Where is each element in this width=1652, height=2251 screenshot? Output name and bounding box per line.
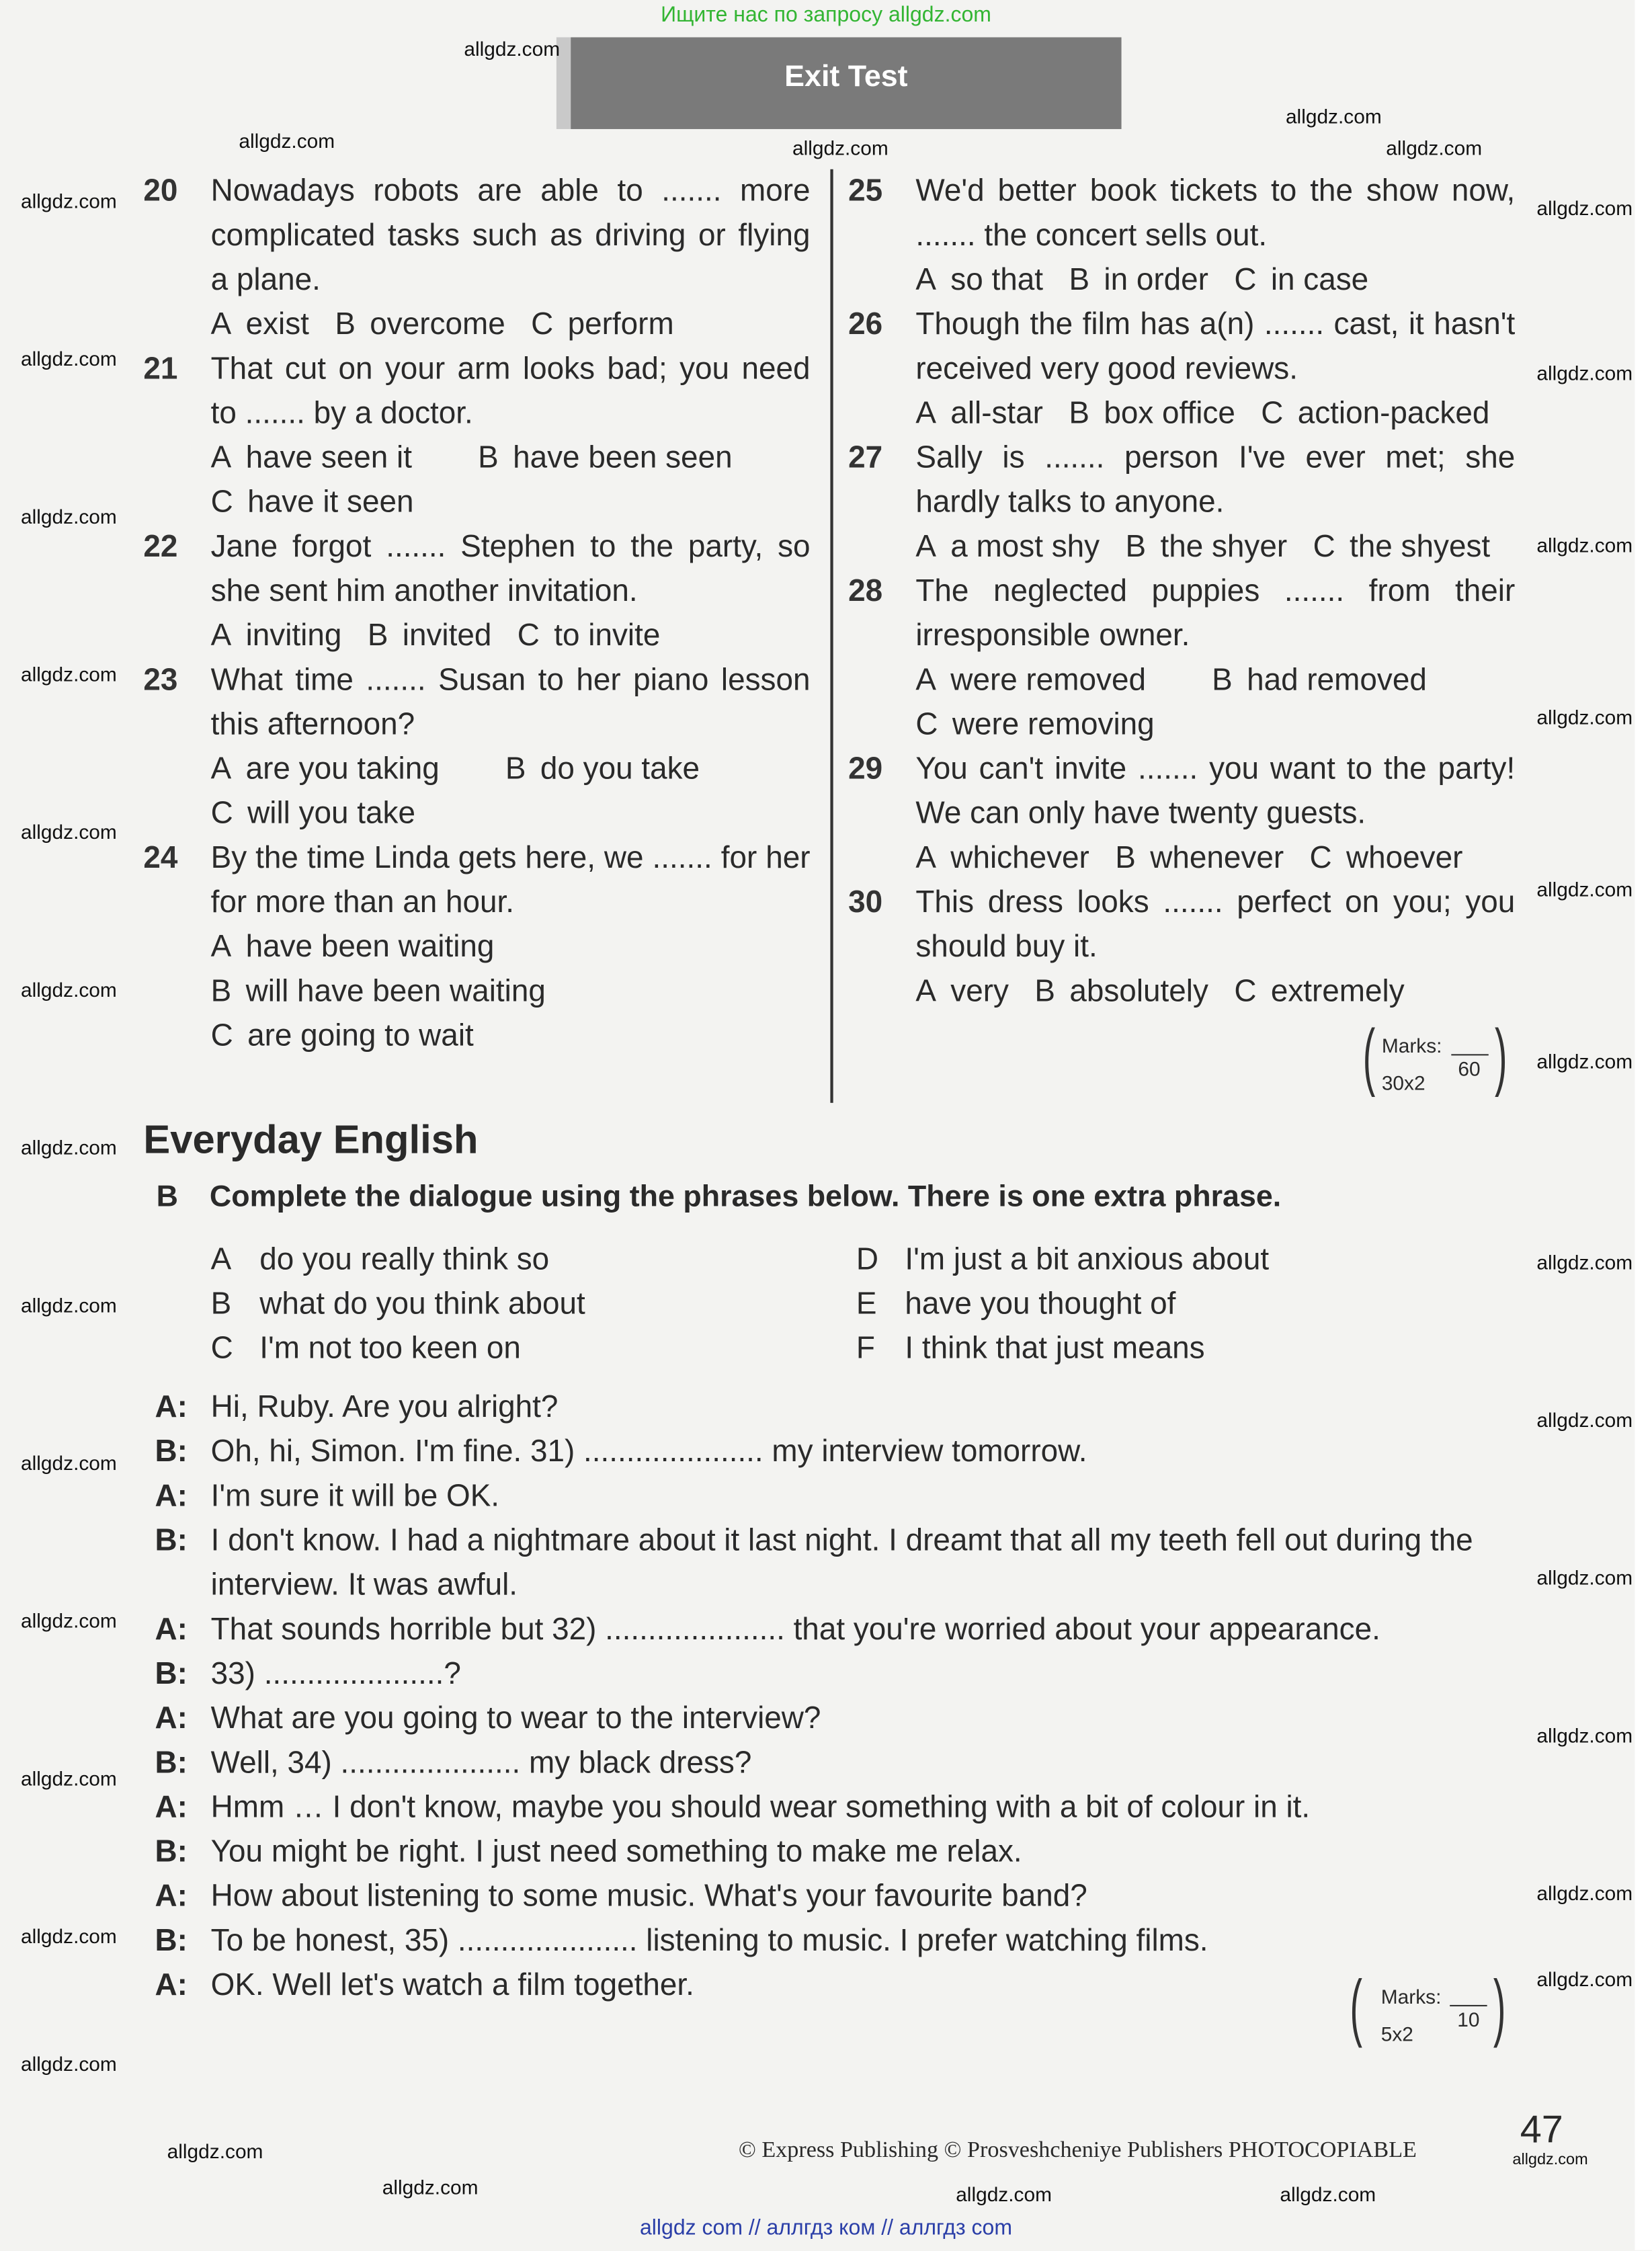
- task-letter: B: [156, 1180, 178, 1214]
- phrase-letter: C: [210, 1331, 233, 1366]
- dialogue-line: [155, 1830, 1474, 1875]
- everyday-english-section: [143, 1112, 1520, 2050]
- option-letter: A: [915, 840, 936, 875]
- question-number: 21: [143, 351, 178, 386]
- option-letter: B: [335, 306, 356, 341]
- option-row: [211, 747, 813, 792]
- dialogue-text: I'm sure it will be OK.: [210, 1478, 500, 1514]
- main-content: [143, 169, 1520, 2050]
- option-letter: C: [210, 1018, 233, 1053]
- instruction-text: Complete the dialogue using the phrases below. There is one extra phrase.: [209, 1180, 1282, 1214]
- dialogue-text: 33) .....................?: [210, 1656, 461, 1691]
- page-title: Exit Test: [571, 37, 1121, 129]
- option-row: [211, 481, 813, 525]
- question-item: [848, 881, 1518, 1014]
- watermark-text: allgdz.com: [21, 1451, 117, 1475]
- speaker-label: A:: [155, 1389, 188, 1424]
- option-letter: A: [210, 306, 232, 341]
- option-letter: A: [210, 618, 232, 653]
- option-letter: B: [210, 973, 232, 1008]
- paren-right: ): [1493, 1966, 1506, 2050]
- dialogue-line: [155, 1696, 1474, 1741]
- question-stem: We'd better book tickets to the show now, ....... the concert sells out.: [915, 173, 1516, 253]
- question-stem: What time ....... Susan to her piano lesson this afternoon?: [210, 662, 811, 742]
- question-stem: By the time Linda gets here, we ....... for her for more than an hour.: [210, 840, 811, 919]
- speaker-label: A:: [155, 1789, 188, 1825]
- speaker-label: A:: [155, 1701, 188, 1735]
- marks-total: 10: [1450, 2005, 1487, 2031]
- option-letter: B: [1125, 529, 1147, 564]
- question-item: [848, 302, 1518, 436]
- option-text: had removed: [1247, 662, 1427, 697]
- marks-label: Marks:: [1381, 1034, 1442, 1057]
- answer-option: [915, 969, 1009, 1014]
- phrase-letter: E: [856, 1286, 877, 1321]
- option-text: will you take: [247, 796, 416, 831]
- speaker-label: A:: [155, 1879, 188, 1914]
- page-edge: [1635, 0, 1652, 2250]
- questions-right-column: [829, 169, 1520, 1103]
- phrase-text: do you really think so: [259, 1241, 550, 1276]
- option-letter: A: [915, 973, 936, 1008]
- watermark-text: allgdz.com: [21, 978, 117, 1001]
- watermark-text: allgdz.com: [167, 2139, 263, 2163]
- answer-option: [1115, 836, 1284, 881]
- answer-option: [211, 747, 440, 792]
- answer-option: [211, 969, 546, 1014]
- answer-option: [1234, 969, 1404, 1014]
- option-letter: C: [1309, 840, 1332, 875]
- paren-right: ): [1493, 1015, 1507, 1099]
- section-title: Everyday English: [143, 1117, 479, 1162]
- task-instruction: [157, 1178, 1520, 1218]
- question-number: 30: [848, 885, 883, 919]
- paren-left: (: [1362, 1015, 1375, 1099]
- option-text: exist: [245, 306, 309, 341]
- option-letter: B: [367, 618, 388, 653]
- option-letter: C: [915, 706, 938, 742]
- answer-option: [915, 658, 1146, 702]
- option-text: in order: [1104, 262, 1208, 297]
- answer-option: [368, 614, 492, 658]
- option-text: overcome: [370, 306, 505, 341]
- answer-option: [1126, 525, 1288, 569]
- question-stem: The neglected puppies ....... from their irresponsible owner.: [915, 573, 1516, 653]
- option-row: [915, 836, 1518, 881]
- watermark-text: allgdz.com: [1512, 2151, 1588, 2169]
- option-text: so that: [950, 262, 1044, 297]
- option-text: will have been waiting: [245, 973, 546, 1008]
- question-number: 29: [848, 751, 883, 786]
- option-row: [915, 525, 1518, 569]
- watermark-text: allgdz.com: [21, 1135, 117, 1159]
- option-text: whenever: [1150, 840, 1284, 875]
- dialogue-text: Hi, Ruby. Are you alright?: [210, 1389, 559, 1424]
- option-text: perform: [567, 306, 674, 341]
- option-letter: B: [1212, 662, 1233, 697]
- paren-left: (: [1350, 1966, 1363, 2050]
- answer-option: [915, 836, 1089, 881]
- phrase-text: I think that just means: [905, 1331, 1205, 1366]
- dialogue-line: [155, 1963, 1474, 2008]
- option-letter: C: [1313, 529, 1335, 564]
- dialogue-text: That sounds horrible but 32) ..................... that you're worried about your appearance.: [210, 1612, 1380, 1647]
- dialogue-text: How about listening to some music. What's your favourite band?: [210, 1879, 1087, 1914]
- dialogue-text: Well, 34) ..................... my black dress?: [210, 1745, 752, 1780]
- option-letter: C: [531, 306, 554, 341]
- top-banner-link[interactable]: Ищите нас по запросу allgdz.com: [661, 3, 991, 28]
- watermark-text: allgdz.com: [1536, 1723, 1633, 1747]
- answer-option: [1034, 969, 1208, 1014]
- watermark-text: allgdz.com: [21, 1766, 117, 1790]
- option-letter: C: [210, 485, 233, 520]
- option-text: very: [950, 973, 1009, 1008]
- answer-option: [531, 302, 674, 347]
- option-text: are going to wait: [247, 1018, 474, 1053]
- option-text: absolutely: [1069, 973, 1208, 1008]
- question-item: [143, 525, 813, 658]
- question-stem: Jane forgot ....... Stephen to the party, so she sent him another invitation.: [210, 529, 811, 608]
- watermark-text: allgdz.com: [1386, 136, 1483, 159]
- option-text: have been waiting: [245, 929, 495, 964]
- dialogue-line: [155, 1474, 1474, 1518]
- speaker-label: B:: [155, 1522, 188, 1558]
- option-row: [211, 614, 813, 658]
- option-letter: A: [210, 929, 232, 964]
- option-text: inviting: [245, 618, 342, 653]
- watermark-text: allgdz.com: [1285, 104, 1382, 128]
- watermark-text: allgdz.com: [1536, 1049, 1633, 1073]
- watermark-text: allgdz.com: [1536, 1250, 1633, 1274]
- watermark-text: allgdz.com: [1536, 361, 1633, 384]
- option-row: [211, 436, 813, 481]
- phrase-option: [856, 1327, 1520, 1371]
- option-text: invited: [402, 618, 492, 653]
- phrase-list: [211, 1237, 1520, 1370]
- marks-box-grammar: [1362, 1015, 1507, 1102]
- answer-option: [915, 392, 1043, 436]
- option-row: [211, 1014, 813, 1059]
- dialogue-text: To be honest, 35) ..................... listening to music. I prefer watching films.: [210, 1923, 1208, 1958]
- option-letter: A: [915, 395, 936, 431]
- option-row: [915, 258, 1518, 302]
- question-item: [143, 836, 813, 1059]
- marks-formula: 30x2: [1381, 1071, 1426, 1095]
- watermark-text: allgdz.com: [1536, 1967, 1633, 1991]
- option-letter: C: [210, 796, 233, 831]
- option-letter: C: [1234, 973, 1257, 1008]
- dialogue-text: What are you going to wear to the interview?: [210, 1701, 821, 1735]
- question-number: 28: [848, 573, 883, 608]
- option-text: were removed: [950, 662, 1146, 697]
- option-letter: B: [1034, 973, 1056, 1008]
- question-number: 25: [848, 173, 883, 208]
- phrase-text: have you thought of: [905, 1286, 1176, 1321]
- watermark-text: allgdz.com: [21, 662, 117, 686]
- question-stem: Sally is ....... person I've ever met; she hardly talks to anyone.: [915, 440, 1516, 520]
- option-text: to invite: [554, 618, 661, 653]
- watermark-text: allgdz.com: [382, 2175, 479, 2199]
- speaker-label: A:: [155, 1612, 188, 1647]
- option-text: all-star: [950, 395, 1043, 431]
- bottom-banner-link[interactable]: allgdz com // аллгдз ком // аллгдз com: [639, 2215, 1013, 2240]
- phrase-text: I'm not too keen on: [259, 1331, 521, 1366]
- option-text: have seen it: [245, 440, 413, 475]
- dialogue-line: [155, 1519, 1474, 1608]
- speaker-label: B:: [155, 1923, 188, 1958]
- dialogue-text: Oh, hi, Simon. I'm fine. 31) ..................... my interview tomorrow.: [210, 1434, 1087, 1469]
- watermark-text: allgdz.com: [464, 37, 561, 60]
- answer-option: [1261, 392, 1489, 436]
- question-item: [848, 169, 1518, 302]
- option-text: the shyer: [1160, 529, 1288, 564]
- marks-box-dialogue: [1350, 1966, 1506, 2053]
- option-row: [211, 925, 813, 969]
- option-letter: C: [1234, 262, 1257, 297]
- option-text: in case: [1270, 262, 1369, 297]
- watermark-text: allgdz.com: [1280, 2182, 1376, 2206]
- question-item: [143, 169, 813, 347]
- page-number: 47: [1520, 2108, 1563, 2152]
- answer-option: [211, 925, 495, 969]
- watermark-text: allgdz.com: [21, 189, 117, 212]
- phrase-letter: B: [210, 1286, 232, 1321]
- option-row: [915, 969, 1518, 1014]
- answer-option: [1212, 658, 1427, 702]
- option-text: were removing: [952, 706, 1155, 742]
- answer-option: [211, 481, 414, 525]
- question-item: [848, 436, 1518, 569]
- watermark-text: allgdz.com: [1536, 877, 1633, 901]
- option-letter: A: [915, 262, 936, 297]
- watermark-text: allgdz.com: [956, 2182, 1052, 2206]
- phrase-option: [856, 1282, 1520, 1327]
- speaker-label: B:: [155, 1434, 188, 1469]
- option-letter: C: [517, 618, 540, 653]
- option-row: [211, 969, 813, 1014]
- question-number: 26: [848, 306, 883, 341]
- dialogue-text: I don't know. I had a nightmare about it last night. I dreamt that all my teeth fell out during the interview. It was awful.: [210, 1522, 1473, 1602]
- option-text: are you taking: [245, 751, 440, 786]
- watermark-text: allgdz.com: [21, 1609, 117, 1633]
- speaker-label: B:: [155, 1745, 188, 1780]
- questions-right-list: [848, 169, 1520, 1014]
- watermark-text: allgdz.com: [21, 2052, 117, 2076]
- answer-option: [211, 436, 412, 481]
- watermark-text: allgdz.com: [1536, 196, 1633, 220]
- question-item: [143, 658, 813, 836]
- question-stem: Nowadays robots are able to ....... more complicated tasks such as driving or flying a plane.: [210, 173, 811, 297]
- option-text: a most shy: [950, 529, 1100, 564]
- question-item: [848, 569, 1518, 747]
- question-stem: This dress looks ....... perfect on you; you should buy it.: [915, 885, 1516, 964]
- option-letter: B: [505, 751, 526, 786]
- option-text: whichever: [950, 840, 1089, 875]
- question-number: 20: [143, 173, 178, 208]
- watermark-text: allgdz.com: [21, 1924, 117, 1948]
- watermark-text: allgdz.com: [1536, 1566, 1633, 1590]
- question-number: 24: [143, 840, 178, 875]
- option-row: [915, 703, 1518, 747]
- question-columns: [143, 169, 1520, 1103]
- marks-label: Marks:: [1380, 1985, 1442, 2008]
- dialogue-text: Hmm … I don't know, maybe you should wear something with a bit of colour in it.: [210, 1789, 1311, 1825]
- dialogue-text: OK. Well let's watch a film together.: [210, 1967, 694, 2002]
- speaker-label: B:: [155, 1656, 188, 1691]
- dialogue-line: [155, 1652, 1474, 1696]
- answer-option: [505, 747, 700, 792]
- phrase-letter: F: [856, 1331, 875, 1366]
- option-letter: A: [210, 751, 232, 786]
- question-stem: You can't invite ....... you want to the party! We can only have twenty guests.: [915, 751, 1516, 831]
- option-row: [915, 658, 1518, 702]
- dialogue-text: You might be right. I just need something to make me relax.: [210, 1834, 1022, 1869]
- questions-left-column: [143, 169, 818, 1059]
- dialogue-line: [155, 1741, 1474, 1785]
- option-text: have been seen: [513, 440, 733, 475]
- dialogue-lines: [155, 1385, 1474, 2008]
- dialogue-line: [155, 1919, 1474, 1963]
- question-number: 23: [143, 662, 178, 697]
- phrase-option: [211, 1282, 856, 1327]
- watermark-text: allgdz.com: [1536, 1881, 1633, 1905]
- option-letter: C: [1261, 395, 1284, 431]
- phrase-option: [856, 1237, 1520, 1282]
- watermark-text: allgdz.com: [1536, 705, 1633, 729]
- phrase-letter: D: [856, 1241, 878, 1276]
- option-letter: B: [1115, 840, 1136, 875]
- option-text: the shyest: [1350, 529, 1491, 564]
- dialogue-line: [155, 1608, 1474, 1652]
- option-letter: B: [1069, 395, 1089, 431]
- option-text: extremely: [1270, 973, 1405, 1008]
- answer-option: [518, 614, 661, 658]
- dialogue-line: [155, 1385, 1474, 1430]
- watermark-text: allgdz.com: [792, 136, 889, 159]
- speaker-label: B:: [155, 1834, 188, 1869]
- question-stem: That cut on your arm looks bad; you need to ....... by a doctor.: [210, 351, 811, 431]
- phrase-text: what do you think about: [259, 1286, 585, 1321]
- dialogue-line: [155, 1875, 1474, 1919]
- option-letter: A: [915, 529, 936, 564]
- option-row: [915, 392, 1518, 436]
- option-text: action-packed: [1297, 395, 1490, 431]
- phrase-letter: A: [210, 1241, 232, 1276]
- answer-option: [211, 614, 342, 658]
- option-text: have it seen: [247, 485, 414, 520]
- watermark-text: allgdz.com: [21, 347, 117, 370]
- option-letter: B: [1069, 262, 1090, 297]
- watermark-text: allgdz.com: [1536, 533, 1633, 557]
- speaker-label: A:: [155, 1478, 188, 1514]
- watermark-text: allgdz.com: [1536, 1408, 1633, 1432]
- answer-option: [1234, 258, 1368, 302]
- phrase-option: [211, 1237, 856, 1282]
- question-number: 22: [143, 529, 178, 564]
- question-item: [143, 347, 813, 525]
- copyright-footer: © Express Publishing © Prosveshcheniye Publishers PHOTOCOPIABLE: [738, 2138, 1417, 2163]
- answer-option: [915, 525, 1100, 569]
- option-letter: A: [210, 440, 232, 475]
- marks-total: 60: [1450, 1054, 1487, 1079]
- speaker-label: A:: [155, 1967, 188, 2002]
- dialogue: [155, 1385, 1506, 2050]
- answer-option: [211, 302, 309, 347]
- question-number: 27: [848, 440, 883, 475]
- answer-option: [1310, 836, 1463, 881]
- option-row: [211, 302, 813, 347]
- question-item: [848, 747, 1518, 881]
- option-text: do you take: [540, 751, 700, 786]
- watermark-text: allgdz.com: [21, 505, 117, 528]
- phrase-option: [211, 1327, 856, 1371]
- option-text: whoever: [1346, 840, 1463, 875]
- option-letter: B: [478, 440, 499, 475]
- option-row: [211, 792, 813, 836]
- answer-option: [335, 302, 505, 347]
- watermark-text: allgdz.com: [239, 129, 335, 153]
- option-text: box office: [1104, 395, 1235, 431]
- answer-option: [915, 703, 1154, 747]
- watermark-text: allgdz.com: [21, 820, 117, 844]
- dialogue-line: [155, 1430, 1474, 1474]
- answer-option: [211, 1014, 474, 1059]
- answer-option: [1313, 525, 1491, 569]
- question-stem: Though the film has a(n) ....... cast, it hasn't received very good reviews.: [915, 306, 1516, 386]
- marks-formula: 5x2: [1380, 2022, 1413, 2045]
- answer-option: [1069, 392, 1235, 436]
- answer-option: [478, 436, 732, 481]
- phrase-text: I'm just a bit anxious about: [905, 1241, 1270, 1276]
- watermark-text: allgdz.com: [21, 1293, 117, 1317]
- option-letter: A: [915, 662, 936, 697]
- answer-option: [915, 258, 1043, 302]
- dialogue-line: [155, 1785, 1474, 1830]
- answer-option: [211, 792, 415, 836]
- answer-option: [1069, 258, 1208, 302]
